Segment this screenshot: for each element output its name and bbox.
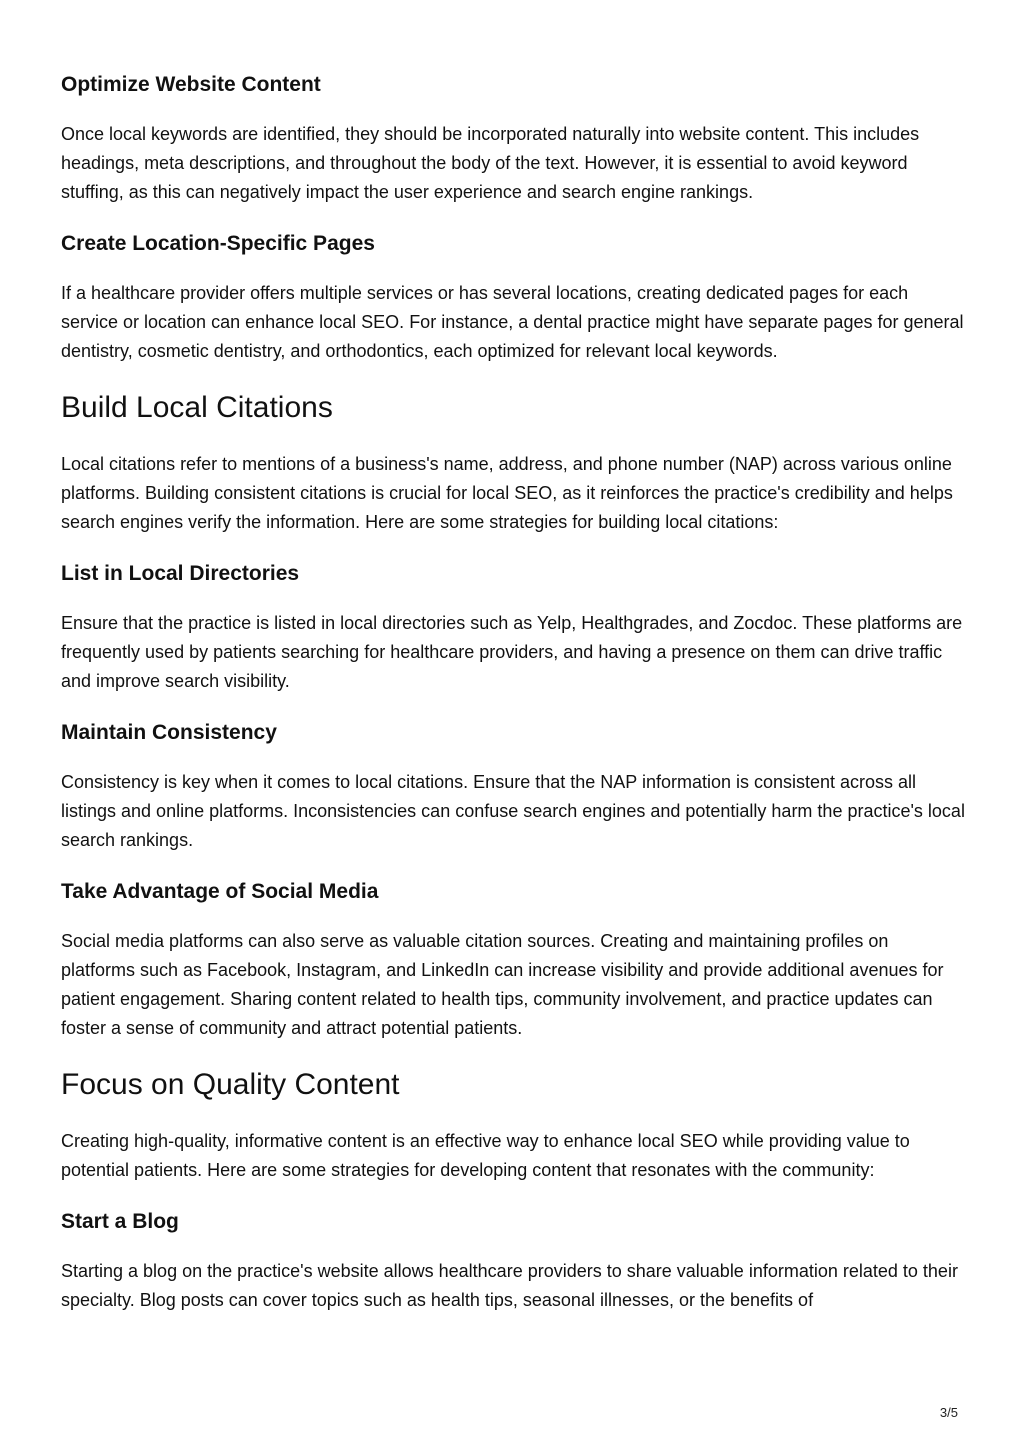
heading-list-in-local-directories: List in Local Directories — [61, 562, 300, 585]
heading-maintain-consistency: Maintain Consistency — [61, 721, 277, 744]
paragraph-optimize-website-content: Once local keywords are identified, they should be incorporated naturally into website content. This includes headings, meta descriptions, and throughout the body of the text. However, it is essential to avoid keyword stuffing, as this can negatively impact the user experience and search engine rankings. — [61, 124, 920, 202]
paragraph-maintain-consistency: Consistency is key when it comes to local citations. Ensure that the NAP information is consistent across all listings and online platforms. Inconsistencies can confuse search engines and potentially harm the practice's local search rankings. — [61, 772, 965, 850]
heading-take-advantage-of-social-media: Take Advantage of Social Media — [61, 880, 379, 903]
paragraph-build-local-citations: Local citations refer to mentions of a business's name, address, and phone number (NAP) across various online platforms. Building consistent citations is crucial for local SEO, as it reinforces the practice's credibility and helps search engines verify the information. Here are some strategies for building local citations: — [61, 454, 953, 532]
heading-optimize-website-content: Optimize Website Content — [61, 73, 321, 96]
heading-create-location-specific-pages: Create Location-Specific Pages — [61, 232, 375, 255]
heading-start-a-blog: Start a Blog — [61, 1210, 179, 1233]
page-number: 3/5 — [939, 1405, 958, 1420]
paragraph-start-a-blog: Starting a blog on the practice's website allows healthcare providers to share valuable information related to their specialty. Blog posts can cover topics such as health tips, seasonal illnesses, or the benefits of — [61, 1261, 958, 1310]
paragraph-take-advantage-of-social-media: Social media platforms can also serve as valuable citation sources. Creating and maintaining profiles on platforms such as Facebook, Instagram, and LinkedIn can increase visibility and provide additional avenues for patient engagement. Sharing content related to health tips, community involvement, and practice updates can foster a sense of community and attract potential patients. — [61, 931, 944, 1038]
heading-build-local-citations: Build Local Citations — [61, 391, 333, 424]
paragraph-focus-on-quality-content: Creating high-quality, informative content is an effective way to enhance local SEO while providing value to potential patients. Here are some strategies for developing content that resonates with the community: — [61, 1131, 910, 1180]
paragraph-list-in-local-directories: Ensure that the practice is listed in local directories such as Yelp, Healthgrades, and Zocdoc. These platforms are frequently used by patients searching for healthcare providers, and having a presence on them can drive traffic and improve search visibility. — [61, 613, 963, 691]
paragraph-create-location-specific-pages: If a healthcare provider offers multiple services or has several locations, creating dedicated pages for each service or location can enhance local SEO. For instance, a dental practice might have separate pages for general dentistry, cosmetic dentistry, and orthodontics, each optimized for relevant local keywords. — [61, 283, 964, 361]
heading-focus-on-quality-content: Focus on Quality Content — [61, 1068, 400, 1101]
document-page — [61, 70, 966, 1337]
